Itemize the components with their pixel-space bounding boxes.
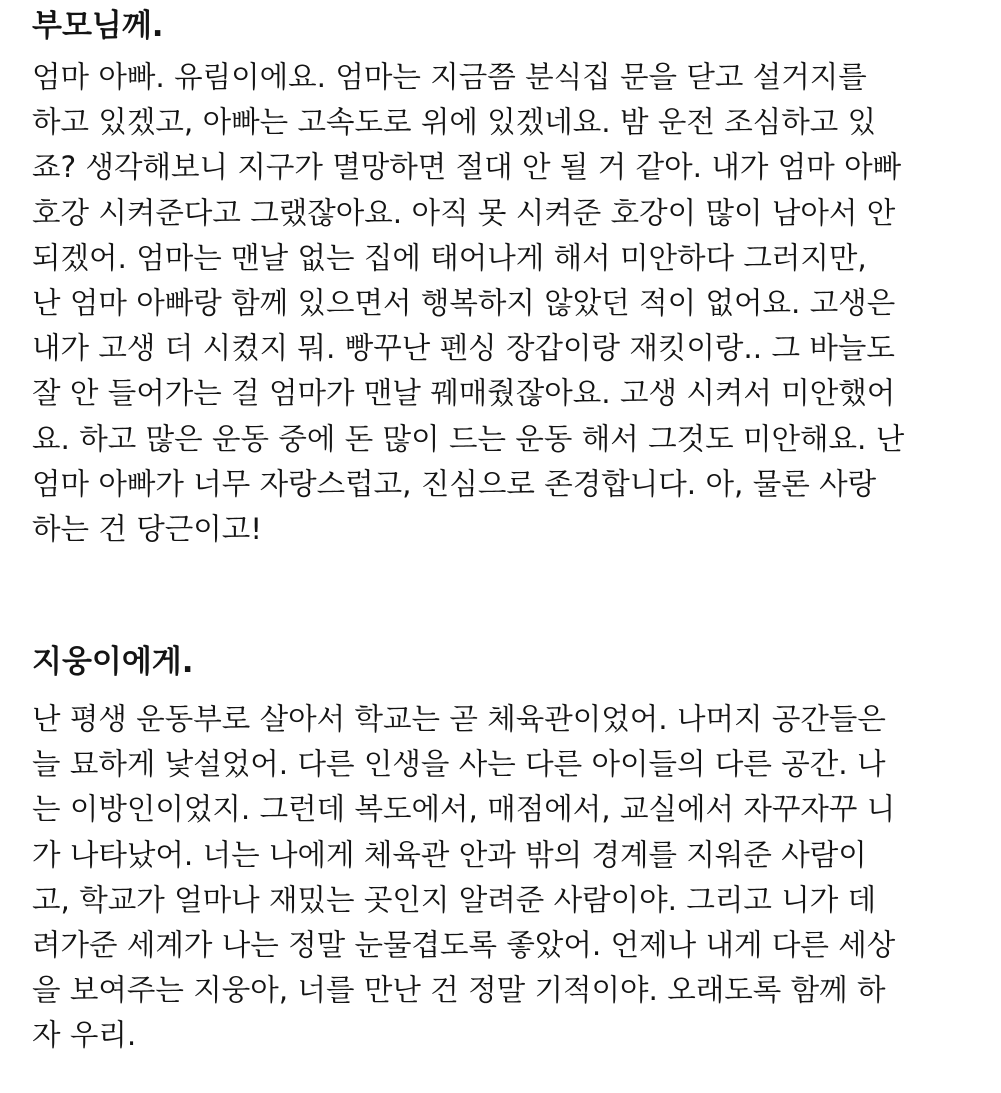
letter-body — [32, 55, 992, 552]
letter-line: 되겠어. 엄마는 맨날 없는 집에 태어나게 해서 미안하다 그러지만, — [32, 240, 867, 275]
letter-to-jiwoong — [32, 642, 992, 1059]
letter-line: 호강 시켜준다고 그랬잖아요. 아직 못 시켜준 호강이 많이 남아서 안 — [32, 195, 896, 230]
letter-line: 하고 있겠고, 아빠는 고속도로 위에 있겠네요. 밤 운전 조심하고 있 — [32, 105, 877, 140]
letter-line: 늘 묘하게 낯설었어. 다른 인생을 사는 다른 아이들의 다른 공간. 나 — [32, 747, 886, 782]
letter-to-parents — [32, 6, 992, 552]
letter-line: 가 나타났어. 너는 나에게 체육관 안과 밖의 경계를 지워준 사람이 — [32, 837, 867, 872]
letter-line: 죠? 생각해보니 지구가 멸망하면 절대 안 될 거 같아. 내가 엄마 아빠 — [32, 150, 902, 185]
letter-line: 자 우리. — [32, 1018, 137, 1053]
letter-line: 고, 학교가 얼마나 재밌는 곳인지 알려준 사람이야. 그리고 니가 데 — [32, 882, 877, 917]
letter-body — [32, 697, 992, 1059]
letter-line: 난 엄마 아빠랑 함께 있으면서 행복하지 않았던 적이 없어요. 고생은 — [32, 285, 896, 320]
letter-line: 려가준 세계가 나는 정말 눈물겹도록 좋았어. 언제나 내게 다른 세상 — [32, 927, 896, 962]
letter-line: 내가 고생 더 시켰지 뭐. 빵꾸난 펜싱 장갑이랑 재킷이랑.. 그 바늘도 — [32, 331, 895, 366]
letter-heading: 지웅이에게. — [32, 644, 194, 680]
letter-line: 하는 건 당근이고! — [32, 511, 263, 546]
letter-line: 잘 안 들어가는 걸 엄마가 맨날 꿰매줬잖아요. 고생 시켜서 미안했어 — [32, 376, 896, 411]
letter-line: 는 이방인이었지. 그런데 복도에서, 매점에서, 교실에서 자꾸자꾸 니 — [32, 792, 896, 827]
letter-line: 엄마 아빠가 너무 자랑스럽고, 진심으로 존경합니다. 아, 물론 사랑 — [32, 466, 877, 501]
letter-line: 을 보여주는 지웅아, 너를 만난 건 정말 기적이야. 오래도록 함께 하 — [32, 973, 886, 1008]
letter-line: 난 평생 운동부로 살아서 학교는 곧 체육관이었어. 나머지 공간들은 — [32, 702, 886, 736]
letter-line: 요. 하고 많은 운동 중에 돈 많이 드는 운동 해서 그것도 미안해요. 난 — [32, 421, 905, 456]
letter-heading: 부모님께. — [32, 8, 164, 44]
letter-line: 엄마 아빠. 유림이에요. 엄마는 지금쯤 분식집 문을 닫고 설거지를 — [32, 60, 867, 94]
